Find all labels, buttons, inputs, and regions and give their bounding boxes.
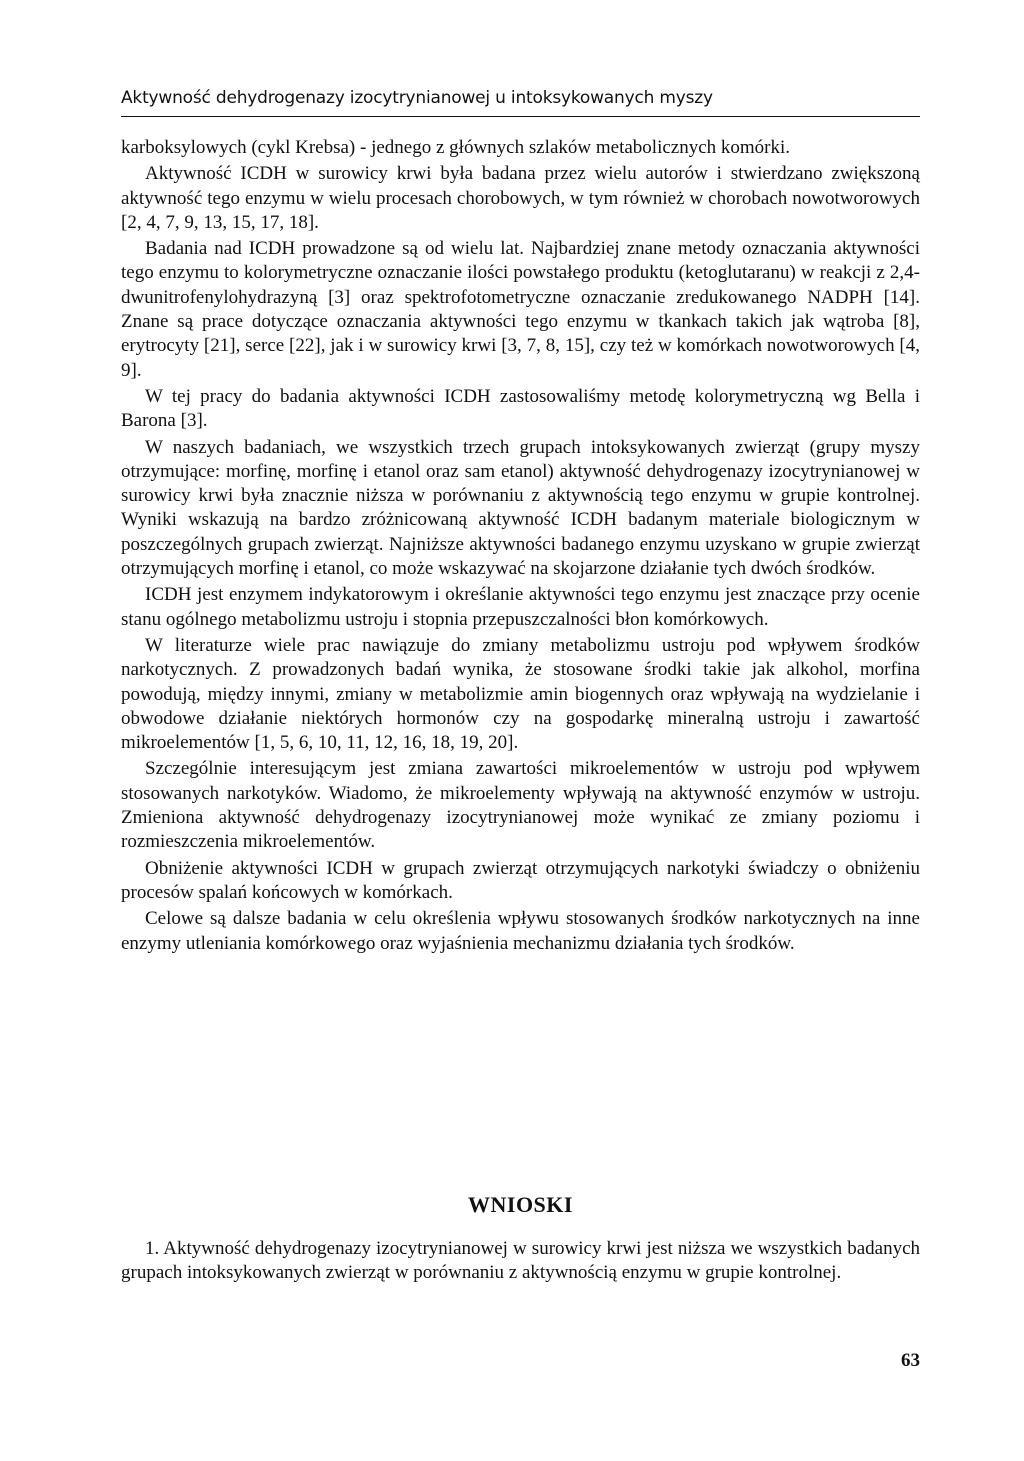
paragraph: W tej pracy do badania aktywności ICDH zastosowaliśmy metodę kolorymetryczną wg Bella i Barona [3].: [121, 385, 920, 432]
paragraph: W naszych badaniach, we wszystkich trzech grupach intoksykowanych zwierząt (grupy myszy otrzymujące: morfinę, morfinę i etanol oraz sam etanol) aktywność dehydrogenazy izocytrynianowej w surowicy krwi była znacznie niższa w porównaniu z aktywnością tego enzymu w grupie kontrolnej. Wyniki wskazują na bardzo zróżnicowaną aktywność ICDH badanym materiale biologicznym w poszczególnych grupach zwierząt. Najniższe aktywności badanego enzymu uzyskano w grupie zwierząt otrzymujących morfinę i etanol, co może wskazywać na skojarzone działanie tych dwóch środków.: [121, 436, 920, 580]
paragraph: karboksylowych (cykl Krebsa) - jednego z głównych szlaków metabolicznych komórki.: [121, 137, 791, 158]
body-text: [121, 136, 920, 958]
section-heading: WNIOSKI: [468, 1192, 573, 1217]
paragraph: Celowe są dalsze badania w celu określenia wpływu stosowanych środków narkotycznych na inne enzymy utleniania komórkowego oraz wyjaśnienia mechanizmu działania tych środków.: [121, 908, 920, 954]
conclusion-item: 1. Aktywność dehydrogenazy izocytrynianowej w surowicy krwi jest niższa we wszystkich badanych grupach intoksykowanych zwierząt w porównaniu z aktywnością enzymu w grupie kontrolnej.: [121, 1238, 920, 1284]
paragraph: Badania nad ICDH prowadzone są od wielu lat. Najbardziej znane metody oznaczania aktywności tego enzymu to kolorymetryczne oznaczanie ilości powstałego produktu (ketoglutaranu) w reakcji z 2,4-dwunitrofenylohydrazyną [3] oraz spektrofotometryczne oznaczanie zredukowanego NADPH [14]. Znane są prace dotyczące oznaczania aktywności tego enzymu w tkankach takich jak wątroba [8], erytrocyty [21], serce [22], jak i w surowicy krwi [3, 7, 8, 15], czy też w komórkach nowotworowych [4, 9].: [121, 238, 920, 381]
paragraph: Obniżenie aktywności ICDH w grupach zwierząt otrzymujących narkotyki świadczy o obniżeniu procesów spalań końcowych w komórkach.: [121, 857, 920, 903]
paragraph: ICDH jest enzymem indykatorowym i określanie aktywności tego enzymu jest znaczące przy ocenie stanu ogólnego metabolizmu ustroju i stopnia przepuszczalności błon komórkowych.: [121, 584, 920, 630]
page-number: 63: [901, 1350, 920, 1371]
running-head: Aktywność dehydrogenazy izocytrynianowej u intoksykowanych myszy: [121, 88, 920, 117]
paragraph: Aktywność ICDH w surowicy krwi była badana przez wielu autorów i stwierdzano zwiększoną aktywność tego enzymu w wielu procesach chorobowych, w tym również w chorobach nowotworowych [2, 4, 7, 9, 13, 15, 17, 18].: [121, 163, 920, 233]
conclusions-list: [121, 1237, 920, 1286]
paragraph: W literaturze wiele prac nawiązuje do zmiany metabolizmu ustroju pod wpływem środków narkotycznych. Z prowadzonych badań wynika, że stosowane środki takie jak alkohol, morfina powodują, między innymi, zmiany w metabolizmie amin biogennych oraz wpływają na wydzielanie i obwodowe działanie niektórych hormonów czy na gospodarkę mineralną ustroju i zawartość mikroelementów [1, 5, 6, 10, 11, 12, 16, 18, 19, 20].: [121, 634, 920, 754]
paragraph: Szczególnie interesującym jest zmiana zawartości mikroelementów w ustroju pod wpływem stosowanych narkotyków. Wiadomo, że mikroelementy wpływają na aktywność enzymów w ustroju. Zmieniona aktywność dehydrogenazy izocytrynianowej może wynikać ze zmiany poziomu i rozmieszczenia mikroelementów.: [121, 758, 920, 853]
